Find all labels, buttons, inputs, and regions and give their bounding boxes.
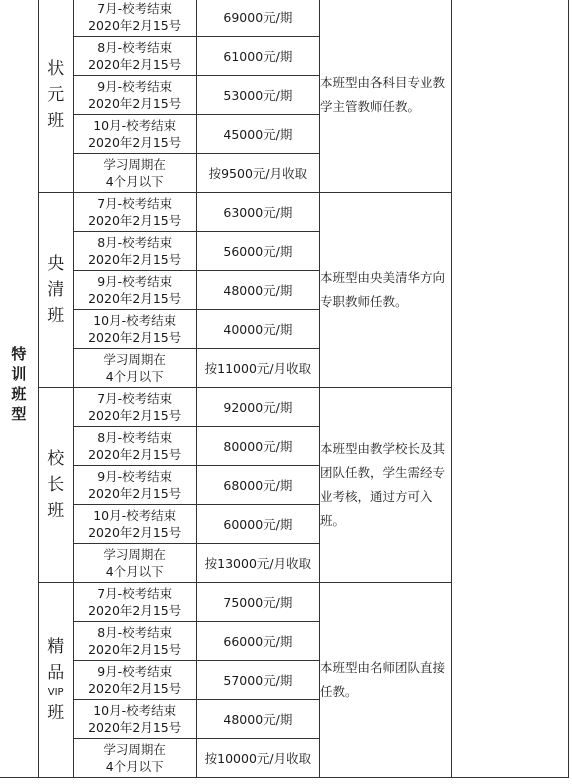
period-line: 2020年2月15号	[88, 486, 182, 501]
class-name-line: 元	[47, 85, 65, 105]
price-cell: 61000元/期	[196, 37, 319, 76]
period-cell	[73, 271, 196, 310]
period-cell	[73, 0, 196, 37]
period-line: 2020年2月15号	[88, 96, 182, 111]
period-line: 8月-校考结束	[97, 430, 173, 445]
period-line: 2020年2月15号	[88, 18, 182, 33]
period-line: 2020年2月15号	[88, 135, 182, 150]
category-label: 特训班型	[9, 345, 28, 426]
class-name-line: 班	[47, 306, 65, 326]
period-line: 10月-校考结束	[93, 118, 177, 133]
period-line: 10月-校考结束	[93, 508, 177, 523]
price-cell: 56000元/期	[196, 232, 319, 271]
price-cell: 45000元/期	[196, 115, 319, 154]
period-line: 9月-校考结束	[97, 274, 173, 289]
description-cell: 本班型由教学校长及其团队任教，学生需经专业考核，通过方可入班。	[320, 388, 452, 583]
class-name-cell	[38, 193, 73, 388]
period-line: 8月-校考结束	[97, 625, 173, 640]
price-cell: 80000元/期	[196, 427, 319, 466]
period-cell	[73, 76, 196, 115]
period-line: 2020年2月15号	[88, 720, 182, 735]
period-cell	[73, 37, 196, 76]
period-cell	[73, 700, 196, 739]
price-cell: 75000元/期	[196, 583, 319, 622]
price-cell: 69000元/期	[196, 0, 319, 37]
period-line: 9月-校考结束	[97, 664, 173, 679]
table-row	[0, 0, 569, 37]
class-name-line: VIP	[47, 687, 64, 698]
price-cell: 53000元/期	[196, 76, 319, 115]
period-line: 2020年2月15号	[88, 408, 182, 423]
period-line: 2020年2月15号	[88, 681, 182, 696]
period-line: 2020年2月15号	[88, 291, 182, 306]
period-line: 4个月以下	[105, 759, 164, 774]
period-cell	[73, 544, 196, 583]
price-cell: 68000元/期	[196, 466, 319, 505]
period-line: 4个月以下	[105, 564, 164, 579]
period-cell	[73, 388, 196, 427]
period-cell	[73, 661, 196, 700]
period-line: 2020年2月15号	[88, 57, 182, 72]
period-line: 学习周期在	[103, 352, 166, 367]
class-name-line: 长	[47, 475, 65, 495]
class-name-cell	[38, 388, 73, 583]
period-cell	[73, 154, 196, 193]
period-cell	[73, 349, 196, 388]
price-cell: 按10000元/月收取	[196, 739, 319, 778]
period-line: 8月-校考结束	[97, 235, 173, 250]
class-name-line: 品	[47, 663, 65, 683]
class-name-line: 状	[47, 59, 65, 79]
class-name-line: 精	[47, 637, 65, 657]
period-line: 学习周期在	[103, 547, 166, 562]
price-cell: 48000元/期	[196, 700, 319, 739]
period-cell	[73, 193, 196, 232]
price-cell: 按11000元/月收取	[196, 349, 319, 388]
price-cell: 60000元/期	[196, 505, 319, 544]
period-line: 2020年2月15号	[88, 252, 182, 267]
period-cell	[73, 427, 196, 466]
period-line: 2020年2月15号	[88, 525, 182, 540]
class-name-line: 清	[47, 280, 65, 300]
price-cell: 40000元/期	[196, 310, 319, 349]
price-cell: 57000元/期	[196, 661, 319, 700]
class-name	[39, 56, 73, 134]
price-cell: 48000元/期	[196, 271, 319, 310]
period-line: 2020年2月15号	[88, 447, 182, 462]
period-line: 2020年2月15号	[88, 642, 182, 657]
category-cell	[0, 0, 38, 778]
period-line: 学习周期在	[103, 742, 166, 757]
blank-column	[452, 0, 569, 778]
period-line: 10月-校考结束	[93, 313, 177, 328]
period-line: 8月-校考结束	[97, 40, 173, 55]
class-name-cell	[38, 583, 73, 778]
period-cell	[73, 115, 196, 154]
price-cell: 63000元/期	[196, 193, 319, 232]
period-line: 4个月以下	[105, 369, 164, 384]
class-name-line: 校	[47, 449, 65, 469]
period-line: 学习周期在	[103, 157, 166, 172]
class-name-line: 班	[47, 501, 65, 521]
class-name	[39, 251, 73, 329]
class-name	[39, 446, 73, 524]
period-line: 4个月以下	[105, 174, 164, 189]
period-line: 9月-校考结束	[97, 469, 173, 484]
price-cell: 92000元/期	[196, 388, 319, 427]
period-cell	[73, 622, 196, 661]
description-cell: 本班型由央美清华方向专职教师任教。	[320, 193, 452, 388]
price-cell: 按9500元/月收取	[196, 154, 319, 193]
class-name-line: 班	[47, 111, 65, 131]
class-name-cell	[38, 0, 73, 193]
period-cell	[73, 505, 196, 544]
period-line: 7月-校考结束	[97, 1, 173, 16]
period-line: 7月-校考结束	[97, 586, 173, 601]
period-line: 7月-校考结束	[97, 196, 173, 211]
period-line: 7月-校考结束	[97, 391, 173, 406]
class-name-line: 央	[47, 254, 65, 274]
period-cell	[73, 310, 196, 349]
period-line: 2020年2月15号	[88, 330, 182, 345]
price-cell: 按13000元/月收取	[196, 544, 319, 583]
period-cell	[73, 583, 196, 622]
period-line: 2020年2月15号	[88, 213, 182, 228]
description-cell: 本班型由名师团队直接任教。	[320, 583, 452, 778]
period-line: 9月-校考结束	[97, 79, 173, 94]
period-line: 2020年2月15号	[88, 603, 182, 618]
period-line: 10月-校考结束	[93, 703, 177, 718]
class-name	[39, 634, 73, 726]
description-cell: 本班型由各科目专业教学主管教师任教。	[320, 0, 452, 193]
price-cell: 66000元/期	[196, 622, 319, 661]
period-cell	[73, 466, 196, 505]
class-name-line: 班	[47, 703, 65, 723]
period-cell	[73, 739, 196, 778]
period-cell	[73, 232, 196, 271]
